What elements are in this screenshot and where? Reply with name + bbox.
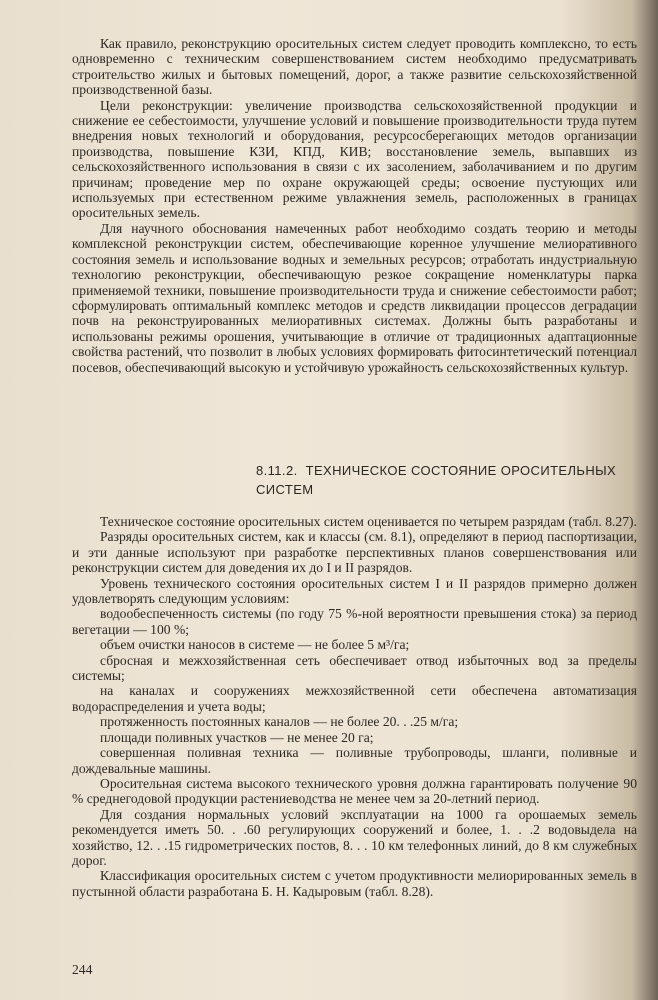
paragraph: Разряды оросительных систем, как и классы (см. 8.1), определяют в период паспортизации, и эти данные используют при разработке перспективных планов совершенствования или реконструкции систем для доведения их до I и II разрядов. xyxy=(72,529,637,576)
paragraph: Как правило, реконструкцию оросительных систем следует проводить комплексно, то есть одновременно с техническим совершенствованием систем необходимо предусматривать строительство жилых и бытовых помещений, дорог, а также развитие сельскохозяйственной производственной базы. xyxy=(72,36,637,98)
paragraph: Уровень технического состояния оросительных систем I и II разрядов примерно должен удовлетворять следующим условиям: xyxy=(72,575,637,607)
section-heading xyxy=(256,461,646,499)
intro-text xyxy=(72,36,637,375)
paragraph: Цели реконструкции: увеличение производства сельскохозяйственной продукции и снижение ее себестоимости, улучшение условий и повышение производительности труда путем внедрения новых технологий и оборудования, ресурсосберегающих методов организации производства, повышение КЗИ, КПД, КИВ; восстановление земель, выпавших из сельскохозяйственного использования в связи с их засолением, заболачиванием и по другим причинам; проведение мер по охране окружающей среды; освоение пустующих или используемых при естественном режиме увлажнения земель, расположенных в границах оросительных земель. xyxy=(72,97,637,221)
paragraph: Для создания нормальных условий эксплуатации на 1000 га орошаемых земель рекомендуется иметь 50. . .60 регулирующих сооружений и более, 1. . .2 водовыдела на хозяйство, 12. . .15 гидрометрических постов, 8. . . 10 км телефонных линий, до 8 км служебных дорог. xyxy=(72,806,637,868)
paragraph: Техническое состояние оросительных систем оценивается по четырем разрядам (табл. 8.27). xyxy=(100,514,637,529)
paragraph: Оросительная система высокого технического уровня должна гарантировать получение 90 % среднегодовой продукции растениеводства не менее чем за 20-летний период. xyxy=(72,775,637,807)
section-body xyxy=(72,514,637,899)
paragraph: Для научного обоснования намеченных работ необходимо создать теорию и методы комплексной реконструкции систем, обеспечивающие коренное улучшение мелиоративного состояния земель и использование водных и земельных ресурсов; отработать индустриальную технологию реконструкции, обеспечивающую резкое сокращение номенклатуры парка применяемой техники, повышение производительности труда и снижение себестоимости работ; сформулировать оптимальный комплекс методов и средств ликвидации процессов деградации почв на реконструированных мелиоративных системах. Должны быть разработаны и использованы режимы орошения, учитывающие в отличие от традиционных адаптационные свойства растений, что позволит в любых условиях формировать фитосинтетический потенциал посевов, обеспечивающий высокую и устойчивую урожайность сельскохозяйственных культур. xyxy=(72,220,637,375)
list-item: сбросная и межхозяйственная сеть обеспечивает отвод избыточных вод за пределы системы; xyxy=(72,652,637,684)
list-item: площади поливных участков — не менее 20 га; xyxy=(100,729,374,745)
section-number: 8.11.2. xyxy=(256,463,298,478)
list-item: на каналах и сооружениях межхозяйственной сети обеспечена автоматизация водораспределения и учета воды; xyxy=(72,683,637,714)
list-item: протяженность постоянных каналов — не более 20. . .25 м/га; xyxy=(100,714,459,730)
list-item: объем очистки наносов в системе — не более 5 м³/га; xyxy=(100,637,410,653)
list-item: водообеспеченность системы (по году 75 %-ной вероятности превышения стока) за период вегетации — 100 %; xyxy=(72,606,637,637)
paragraph: Классификация оросительных систем с учетом продуктивности мелиорированных земель в пустынной области разработана Б. Н. Кадыровым (табл. 8.28). xyxy=(72,868,637,899)
section-title: ТЕХНИЧЕСКОЕ СОСТОЯНИЕ ОРОСИТЕЛЬНЫХ СИСТЕМ xyxy=(256,463,617,497)
list-item: совершенная поливная техника — поливные трубопроводы, шланги, поливные и дождевальные машины. xyxy=(72,745,637,776)
page-number: 244 xyxy=(72,962,93,977)
